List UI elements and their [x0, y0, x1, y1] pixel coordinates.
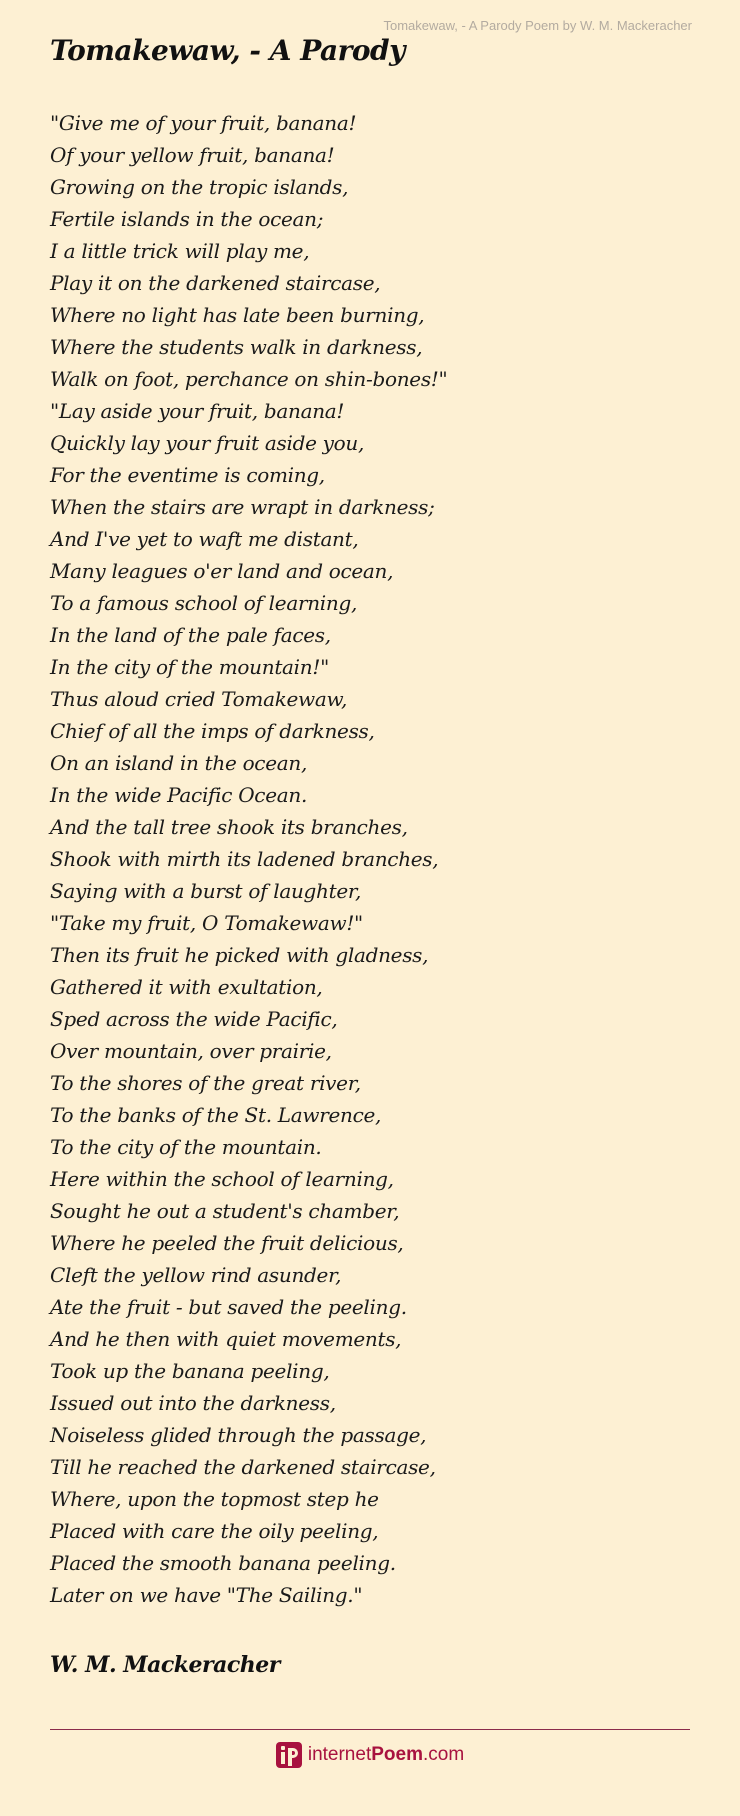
- poem-line: Over mountain, over prairie,: [50, 1039, 332, 1063]
- poem-line: Issued out into the darkness,: [50, 1391, 336, 1415]
- poem-title: Tomakewaw, - A Parody: [50, 34, 405, 67]
- poem-line: Where the students walk in darkness,: [50, 335, 423, 359]
- poem-line: To the city of the mountain.: [50, 1135, 322, 1159]
- poem-line: In the city of the mountain!": [50, 655, 329, 679]
- poem-line: "Lay aside your fruit, banana!: [50, 399, 345, 423]
- poem-line: Took up the banana peeling,: [50, 1359, 330, 1383]
- poem-line: For the eventime is coming,: [50, 463, 325, 487]
- poem-line: Thus aloud cried Tomakewaw,: [50, 687, 347, 711]
- poem-line: Shook with mirth its ladened branches,: [50, 847, 439, 871]
- poem-line: Ate the fruit - but saved the peeling.: [50, 1295, 407, 1319]
- poem-line: Till he reached the darkened staircase,: [50, 1455, 436, 1479]
- poem-line: Many leagues o'er land and ocean,: [50, 559, 394, 583]
- poem-author: W. M. Mackeracher: [50, 1652, 280, 1678]
- poem-line: Placed the smooth banana peeling.: [50, 1551, 396, 1575]
- poem-line: Here within the school of learning,: [50, 1167, 394, 1191]
- poem-line: Play it on the darkened staircase,: [50, 271, 381, 295]
- page-meta-caption: Tomakewaw, - A Parody Poem by W. M. Mackeracher: [383, 18, 692, 33]
- poem-line: Of your yellow fruit, banana!: [50, 143, 335, 167]
- poem-line: Later on we have "The Sailing.": [50, 1583, 363, 1607]
- site-logo-link[interactable]: [0, 1742, 740, 1768]
- poem-line: To the banks of the St. Lawrence,: [50, 1103, 382, 1127]
- site-logo-wordmark: [308, 1744, 464, 1766]
- internetpoem-logo-icon: [276, 1742, 302, 1768]
- logo-text-com: .com: [422, 1744, 465, 1765]
- poem-line: "Give me of your fruit, banana!: [50, 111, 357, 135]
- poem-line: And I've yet to waft me distant,: [50, 527, 359, 551]
- poem-line: Saying with a burst of laughter,: [50, 879, 362, 903]
- poem-line: "Take my fruit, O Tomakewaw!": [50, 911, 363, 935]
- poem-line: Fertile islands in the ocean;: [50, 207, 324, 231]
- poem-line: Sought he out a student's chamber,: [50, 1199, 400, 1223]
- poem-line: And he then with quiet movements,: [50, 1327, 402, 1351]
- logo-text-poem: Poem: [371, 1744, 423, 1765]
- poem-line: In the wide Pacific Ocean.: [50, 783, 307, 807]
- poem-line: To a famous school of learning,: [50, 591, 358, 615]
- poem-line: Placed with care the oily peeling,: [50, 1519, 379, 1543]
- poem-line: In the land of the pale faces,: [50, 623, 331, 647]
- poem-line: Gathered it with exultation,: [50, 975, 323, 999]
- poem-line: Then its fruit he picked with gladness,: [50, 943, 429, 967]
- poem-line: When the stairs are wrapt in darkness;: [50, 495, 435, 519]
- poem-line: Growing on the tropic islands,: [50, 175, 349, 199]
- footer-divider: [50, 1729, 690, 1730]
- poem-line: Where he peeled the fruit delicious,: [50, 1231, 404, 1255]
- poem-line: I a little trick will play me,: [50, 239, 310, 263]
- poem-line: On an island in the ocean,: [50, 751, 308, 775]
- logo-text-internet: internet: [307, 1744, 372, 1765]
- poem-line: To the shores of the great river,: [50, 1071, 361, 1095]
- poem-line: Where, upon the topmost step he: [50, 1487, 379, 1511]
- poem-body: [50, 107, 690, 1611]
- poem-line: And the tall tree shook its branches,: [50, 815, 408, 839]
- poem-line: Noiseless glided through the passage,: [50, 1423, 427, 1447]
- poem-line: Cleft the yellow rind asunder,: [50, 1263, 342, 1287]
- poem-line: Where no light has late been burning,: [50, 303, 425, 327]
- poem-line: Walk on foot, perchance on shin-bones!": [50, 367, 448, 391]
- poem-line: Sped across the wide Pacific,: [50, 1007, 338, 1031]
- poem-line: Chief of all the imps of darkness,: [50, 719, 375, 743]
- poem-line: Quickly lay your fruit aside you,: [50, 431, 365, 455]
